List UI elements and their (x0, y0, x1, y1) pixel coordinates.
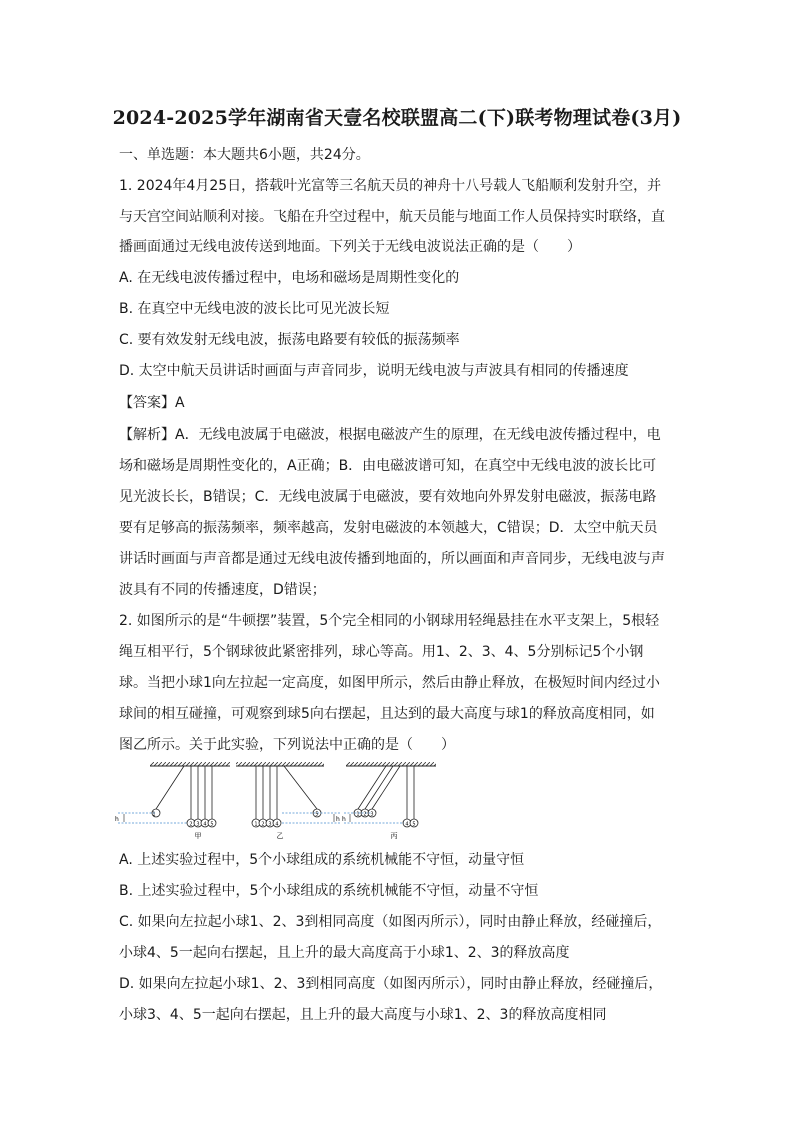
support-beam (150, 762, 230, 766)
q2-option-c: C. 如果向左拉起小球1、2、3到相同高度（如图丙所示），同时由静止释放，经碰撞后， (119, 914, 662, 930)
q1-stem-line: 与天宫空间站顺利对接。飞船在升空过程中，航天员能与地面工作人员保持实时联络，直 (119, 209, 665, 225)
q2-stem-line: 球间的相互碰撞，可观察到球5向右摆起，且达到的最大高度与球1的释放高度相同，如 (119, 706, 655, 722)
panel-label: 乙 (276, 832, 284, 840)
q2-stem-line: 图乙所示。关于此实验，下列说法中正确的是（ ） (119, 737, 455, 753)
ball-number: 4 (203, 821, 207, 828)
panel-label: 甲 (194, 832, 202, 840)
q1-option-b: B. 在真空中无线电波的波长比可见光波长短 (119, 301, 390, 317)
ball-number: 1 (254, 821, 258, 828)
panel-yi (236, 762, 340, 840)
q2-option-d: D. 如果向左拉起小球1、2、3到相同高度（如图丙所示），同时由静止释放，经碰撞后， (119, 976, 663, 992)
ball-number: 1 (356, 811, 360, 818)
q2-stem-line: 球。当把小球1向左拉起一定高度，如图甲所示，然后由静止释放，在极短时间内经过小 (119, 675, 660, 691)
q2-option-c-cont: 小球4、5一起向右摆起，且上升的最大高度高于小球1、2、3的释放高度 (119, 945, 570, 961)
panel-jia (115, 762, 230, 840)
string (156, 766, 184, 809)
q1-analysis-line: 讲话时画面与声音都是通过无线电波传播到地面的，所以画面和声音同步，无线电波与声 (119, 551, 665, 567)
ball-number: 5 (412, 821, 416, 828)
newtons-cradle-figure (110, 758, 440, 844)
ball-number: 3 (268, 821, 272, 828)
q2-option-a: A. 上述实验过程中，5个小球组成的系统机械能不守恒，动量守恒 (119, 852, 525, 868)
q1-option-a: A. 在无线电波传播过程中，电场和磁场是周期性变化的 (119, 270, 460, 286)
height-label: h (342, 816, 346, 823)
ball-number: 4 (275, 821, 279, 828)
ball-number: 5 (315, 811, 319, 818)
height-label: h (336, 816, 340, 823)
q1-analysis-line: 【解析】A．无线电波属于电磁波，根据电磁波产生的原理，在无线电波传播过程中，电 (119, 427, 661, 443)
q1-analysis-line: 要有足够高的振荡频率，频率越高，发射电磁波的本领越大，C错误；D．太空中航天员 (119, 520, 658, 536)
q1-stem-line: 播画面通过无线电波传送到地面。下列关于无线电波说法正确的是（ ） (119, 239, 581, 255)
q1-analysis-line: 场和磁场是周期性变化的，A正确；B．由电磁波谱可知，在真空中无线电波的波长比可 (119, 458, 657, 474)
panel-label: 丙 (390, 832, 398, 840)
ball-number: 3 (370, 811, 374, 818)
q1-option-c: C. 要有效发射无线电波，振荡电路要有较低的振荡频率 (119, 332, 460, 348)
q2-option-d-cont: 小球3、4、5一起向右摆起，且上升的最大高度与小球1、2、3的释放高度相同 (119, 1007, 607, 1023)
ball-number: 5 (210, 821, 214, 828)
ball-number: 4 (405, 821, 409, 828)
q1-stem-line: 1. 2024年4月25日，搭载叶光富等三名航天员的神舟十八号载人飞船顺利发射升空，并 (119, 178, 662, 194)
q1-option-d: D. 太空中航天员讲话时画面与声音同步，说明无线电波与声波具有相同的传播速度 (119, 363, 629, 379)
page-title: 2024-2025学年湖南省天壹名校联盟高二(下)联考物理试卷(3月) (112, 107, 682, 129)
q2-option-b: B. 上述实验过程中，5个小球组成的系统机械能不守恒，动量不守恒 (119, 883, 539, 899)
ball-number: 2 (189, 821, 193, 828)
q2-stem-line: 绳互相平行，5个钢球彼此紧密排列，球心等高。用1、2、3、4、5分别标记5个小钢 (119, 644, 644, 660)
ball-number: 2 (363, 811, 367, 818)
panel-bing (342, 762, 436, 840)
q1-analysis-line: 波具有不同的传播速度，D错误； (119, 582, 326, 598)
q2-stem-line: 2. 如图所示的是“牛顿摆”装置，5个完全相同的小钢球用轻绳悬挂在水平支架上，5根轻 (119, 613, 660, 629)
ball-number: 3 (196, 821, 200, 828)
q1-answer: 【答案】A (119, 395, 185, 411)
ball-number: 1 (152, 811, 156, 818)
height-label: h (115, 816, 119, 823)
q1-analysis-line: 见光波长长，B错误；C．无线电波属于电磁波，要有效地向外界发射电磁波，振荡电路 (119, 489, 657, 505)
ball-number: 2 (261, 821, 265, 828)
section-heading: 一、单选题：本大题共6小题，共24分。 (119, 147, 370, 163)
